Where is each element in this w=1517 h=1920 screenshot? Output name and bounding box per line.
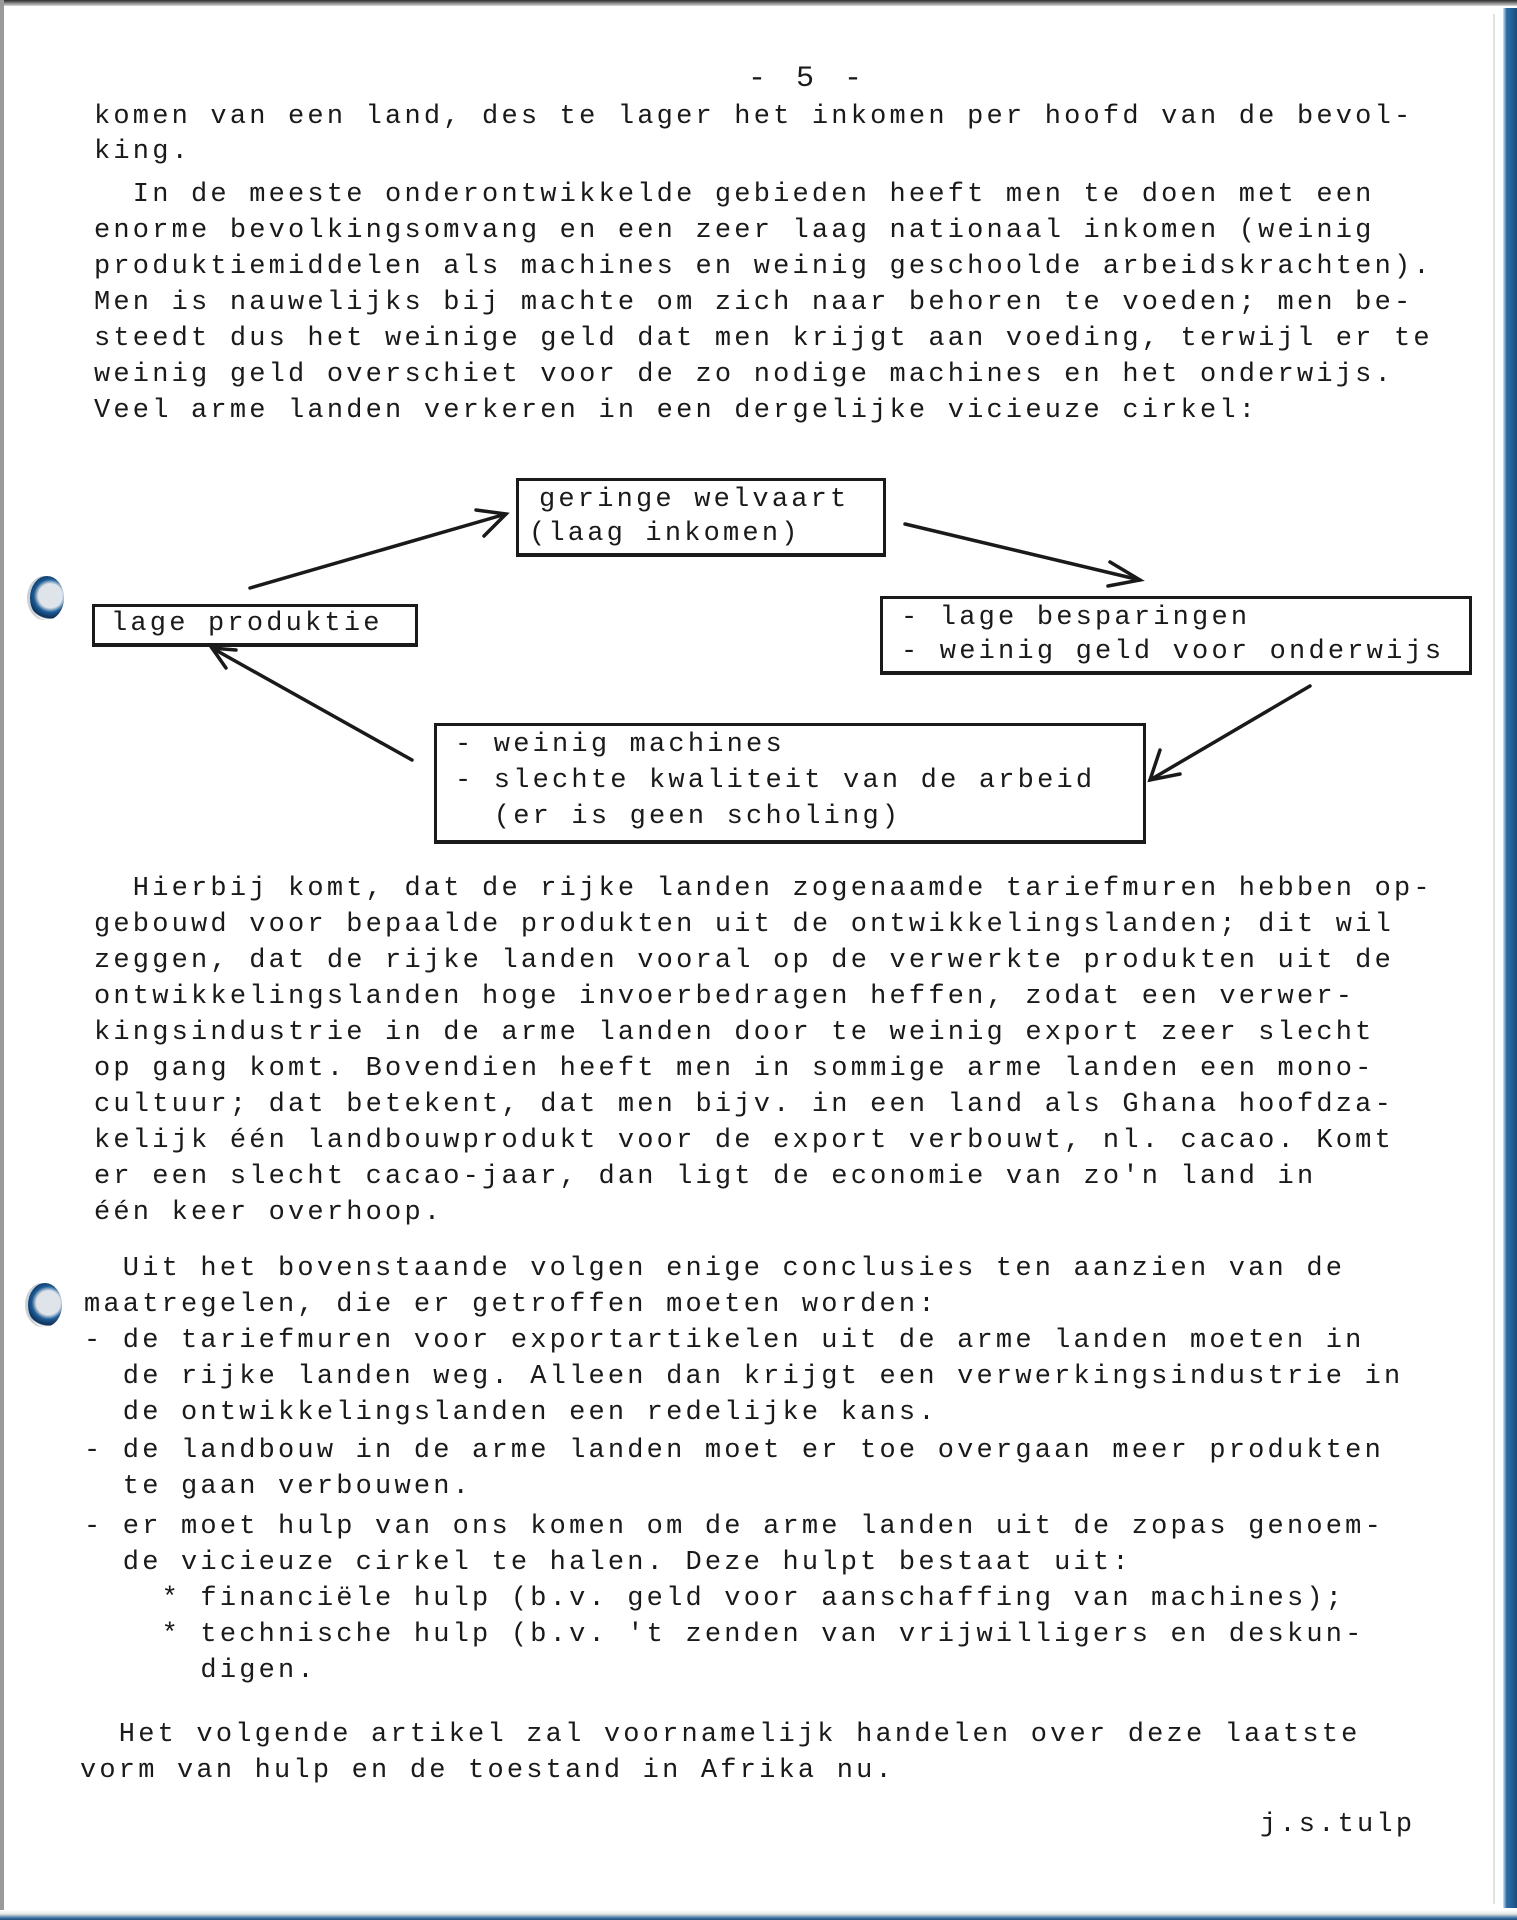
diagram-box-text: (laag inkomen) [529,519,801,549]
text-line: steedt dus het weinige geld dat men krijgt aan voeding, terwijl er te [94,324,1433,354]
diagram-box-text: - weinig geld voor onderwijs [901,637,1445,667]
text-line: één keer overhoop. [94,1198,444,1228]
list-item-continuation: te gaan verbouwen. [84,1472,473,1502]
diagram-box-text: - slechte kwaliteit van de arbeid [455,766,1096,796]
text-line: In de meeste onderontwikkelde gebieden heeft men te doen met een [94,180,1375,210]
arrow-top-to-right [905,524,1140,586]
list-item-continuation: de rijke landen weg. Alleen dan krijgt een verwerkingsindustrie in [84,1362,1404,1392]
arrow-right-to-bottom [1150,686,1310,780]
text-line: Hierbij komt, dat de rijke landen zogenaamde tariefmuren hebben op- [94,874,1433,904]
list-item: - er moet hulp van ons komen om de arme landen uit de zopas genoem- [84,1512,1384,1542]
list-item: - de tariefmuren voor exportartikelen uit de arme landen moeten in [84,1326,1365,1356]
page-bottom-edge [0,1910,1517,1920]
page-number: - 5 - [748,62,869,96]
diagram-box-text: - lage besparingen [901,603,1251,633]
text-line: vorm van hulp en de toestand in Afrika nu. [80,1756,895,1786]
diagram-box-bottom [434,723,1146,844]
text-line: produktiemiddelen als machines en weinig geschoolde arbeidskrachten). [94,252,1433,282]
text-line: gebouwd voor bepaalde produkten uit de ontwikkelingslanden; dit wil [94,910,1394,940]
sub-list-item: * technische hulp (b.v. 't zenden van vrijwilligers en deskun- [84,1620,1365,1650]
text-line: maatregelen, die er getroffen moeten worden: [84,1290,938,1320]
page-top-edge [0,0,1517,6]
text-line: weinig geld overschiet voor de zo nodige machines en het onderwijs. [94,360,1394,390]
text-line: Veel arme landen verkeren in een dergelijke vicieuze cirkel: [94,396,1259,426]
text-line: ontwikkelingslanden hoge invoerbedragen heffen, zodat een verwer- [94,982,1356,1012]
arrow-left-to-top [250,510,506,588]
text-line: Het volgende artikel zal voornamelijk handelen over deze laatste [80,1720,1361,1750]
sub-list-item: * financiële hulp (b.v. geld voor aanschaffing van machines); [84,1584,1346,1614]
text-line: komen van een land, des te lager het inkomen per hoofd van de bevol- [94,102,1414,132]
diagram-box-text: lage produktie [111,609,383,639]
text-line: kingsindustrie in de arme landen door te weinig export zeer slecht [94,1018,1375,1048]
text-line: zeggen, dat de rijke landen vooral op de verwerkte produkten uit de [94,946,1394,976]
text-line: Men is nauwelijks bij machte om zich naar behoren te voeden; men be- [94,288,1414,318]
list-item-continuation: de ontwikkelingslanden een redelijke kans. [84,1398,938,1428]
diagram-box-top [516,478,886,557]
text-line: king. [94,137,192,167]
text-line: er een slecht cacao-jaar, dan ligt de economie van zo'n land in [94,1162,1317,1192]
page-right-edge [1493,14,1495,1904]
arrow-bottom-to-left [212,648,412,760]
list-item: - de landbouw in de arme landen moet er toe overgaan meer produkten [84,1436,1384,1466]
punch-hole-top [30,576,64,620]
diagram-box-text: geringe welvaart [539,485,850,515]
diagram-box-text: (er is geen scholing) [455,802,902,832]
blue-binding [1503,8,1517,1908]
punch-hole-bottom [28,1283,62,1327]
text-line: kelijk één landbouwprodukt voor de export verbouwt, nl. cacao. Komt [94,1126,1394,1156]
diagram-box-right [880,596,1472,675]
text-line: cultuur; dat betekent, dat men bijv. in een land als Ghana hoofdza- [94,1090,1394,1120]
author-signature: j.s.tulp [1260,1810,1416,1840]
sub-list-item-continuation: digen. [84,1656,317,1686]
text-line: op gang komt. Bovendien heeft men in sommige arme landen een mono- [94,1054,1375,1084]
text-line: Uit het bovenstaande volgen enige conclusies ten aanzien van de [84,1254,1346,1284]
diagram-box-left [92,604,418,647]
list-item-continuation: de vicieuze cirkel te halen. Deze hulpt bestaat uit: [84,1548,1132,1578]
page-left-edge [0,0,4,1920]
diagram-box-text: - weinig machines [455,730,785,760]
text-line: enorme bevolkingsomvang en een zeer laag nationaal inkomen (weinig [94,216,1375,246]
